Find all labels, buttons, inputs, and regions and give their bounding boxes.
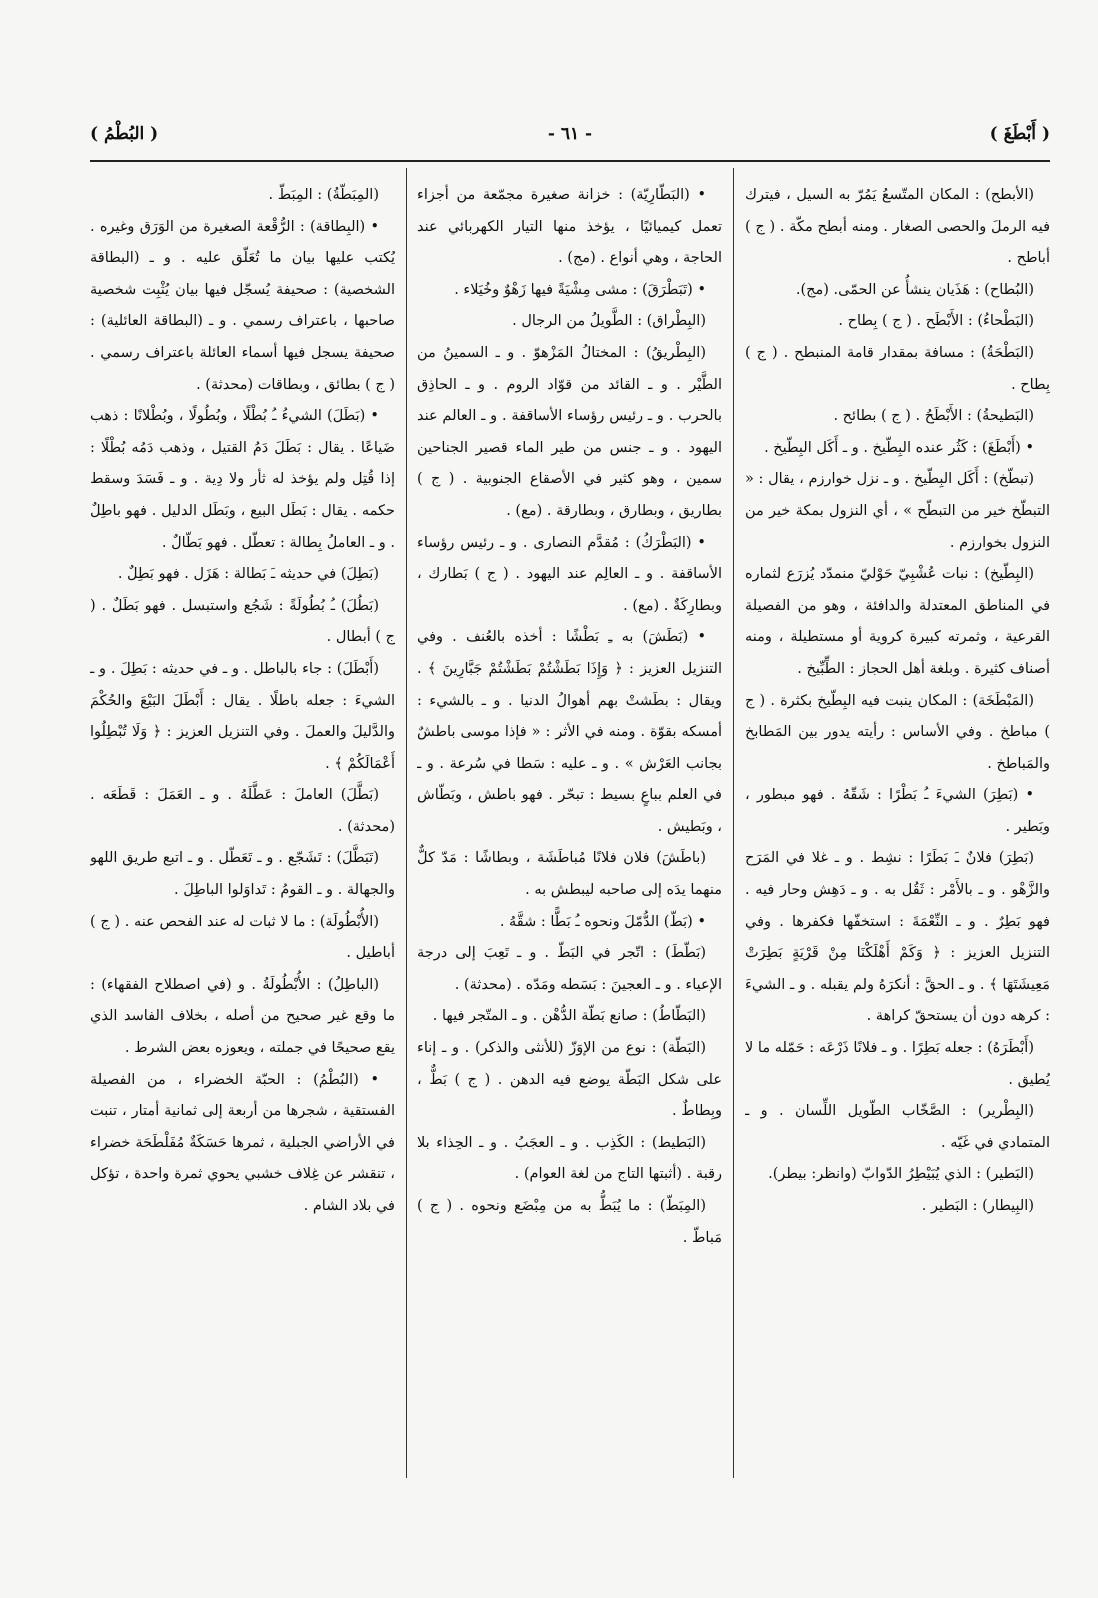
dictionary-entry: (بَطّطَ) : اتّجر في البَطّ . و ـ تَعِبَ إلى درجة الإعياء . و ـ العجينَ : بَسَطه ومَدّه . (محدثة) . [417, 945, 722, 993]
dictionary-entry: (الأُبْطُولَة) : ما لا ثبات له عند الفحص عنه . ( ج ) أباطيل . [90, 913, 395, 962]
dictionary-entry: (البَطْحاءُ) : الأَبْطَح . ( ج ) بِطاح . [838, 313, 1034, 330]
dictionary-entry: (البَطيحةُ) : الأَبْطَحُ . ( ج ) بطائح . [833, 408, 1034, 425]
dictionary-entry: (بَطُلَ) ـُ بُطُولَةً : شَجُع واستبسل . فهو بَطَلٌ . ( ج ) أبطال . [90, 597, 395, 646]
dictionary-entry: • (بَطَشَ) به ـِ بَطْشًا : أخذه بالعُنف . وفي التنزيل العزيز : ﴿ وَإِذَا بَطَشْتُمْ بَطَشْتُمْ جَبَّارِينَ ﴾ . ويقال : بطَشتْ بهم أهوالُ الدنيا . و ـ بالشيء : أمسكه بقوّة . ومنه في الأثر : « فإذا موسى باطشٌ بجانب العَرْش » . و ـ عليه : سَطا في سُرعة . و ـ في العلم بباعٍ بسيط : تبحّر . فهو باطش ، وبَطّاش ، وبَطيش . [417, 629, 722, 835]
dictionary-entry: • (البَطْرَكُ) : مُقدَّم النصارى . و ـ رئيس رؤساء الأساقفة . و ـ العالِم عند اليهود . ( ج ) بَطارك ، وبطارِكَةٌ . (مع) . [417, 534, 722, 614]
dictionary-entry: (البِطْراق) : الطَّويلُ من الرجال . [512, 313, 706, 330]
dictionary-entry: (المِبَطّ) : ما يُبَطُّ به من مِبْضَع ونحوه . ( ج ) مَباطّ . [417, 1198, 722, 1246]
dictionary-entry: (البَطّاطُ) : صانع بَطّة الدُّهْن . و ـ المتّجر فيها . [432, 1008, 706, 1025]
dictionary-entry: • (البَطّارِيّة) : خزانة صغيرة مجمّعة من أجزاء تعمل كيميائيًا ، يؤخذ منها التيار الكهربائي عند الحاجة ، وهي أنواع . (مج) . [417, 187, 722, 267]
dictionary-entry: (البِطْريقُ) : المختالُ المَزْهوّ . و ـ السمينُ من الطَّيْر . و ـ القائد من قوّاد الروم . و ـ الحاذِق بالحرب . و ـ رئيس رؤساء الأساقفة . و ـ العالم عند اليهود . و ـ جنس من طير الماء قصير الجناحين سمين ، وهو كثير في الأصقاع الجنوبية . ( ج ) بطاريق ، وبطارق ، وبطارقة . (مع) . [417, 344, 722, 519]
column-divider [406, 168, 407, 1478]
dictionary-entry: (البِيطار) : البَطير . [921, 1198, 1034, 1214]
dictionary-entry: • (بَطَلَ) الشيءُ ـُ بُطْلًا ، وبُطُولًا ، وبُطْلانًا : ذهب ضَياعًا . يقال : بَطَلَ دَمُ القتيل ، وذهب دَمُه بُطْلًا : إذا قُتِل ولم يؤخذ له ثأر ولا دِية . و ـ فَسَدَ وسقط حكمه . يقال : بَطَل البيع ، وبَطَل الدليل . فهو باطِلٌ . و ـ العاملُ بِطالة : تعطّل . فهو بَطّالٌ . [90, 408, 395, 551]
column-right [745, 180, 1050, 1470]
dictionary-entry: • (البِطاقة) : الرُّقْعة الصغيرة من الوَرَق وغيره . يُكتب عليها بيان ما تُعَلّق عليه . و ـ (البطاقة الشخصية) : صحيفة يُسجّل فيها بيان يُثْبِت شخصية صاحبها ، باعتراف رسمي . و ـ (البطاقة العائلية) : صحيفة يسجل فيها أسماء العائلة باعتراف رسمي . ( ج ) بطائق ، وبطاقات (محدثة) . [90, 218, 395, 393]
right-guide-word: ( أَبْطَغَ ) [989, 124, 1050, 144]
column-left [90, 180, 395, 1470]
dictionary-entry: (بَطِرَ) فلانٌ ـَ بَطَرًا : نشِط . و ـ غلا في المَرَح والزَّهْو . و ـ بالأَمْر : ثَقُل به . و ـ دَهِش وحار فيه . فهو بَطِرٌ . و ـ النِّعْمَةَ : استخفّها فكفرها . وفي التنزيل العزيز : ﴿ وَكَمْ أَهْلَكْنَا مِنْ قَرْيَةٍ بَطِرَتْ مَعِيشَتَهَا ﴾ . و ـ الحقَّ : أنكرَهُ ولم يقبله . و ـ الشيءَ : كرهه دون أن يستحقّ كراهة . [745, 850, 1050, 1025]
column-middle [417, 180, 722, 1470]
left-guide-word: ( البُطْمُ ) [90, 124, 159, 144]
dictionary-entry: (الأبطح) : المكان المتّسعُ يَمُرّ به السيل ، فيترك فيه الرملَ والحصى الصغار . ومنه أبطح مكّة . ( ج ) أباطح . [745, 187, 1050, 267]
page-header [90, 118, 1050, 158]
dictionary-entry: • (بَطّ) الدُّمّلَ ونحوه ـُ بَطًّا : شقَّهُ . [499, 913, 706, 930]
dictionary-entry: (البَطّة) : نوع من الإوَزّ (للأنثى والذكر) . و ـ إناء على شكل البَطّة يوضع فيه الدهن . ( ج ) بَطٌّ ، وبِطاطٌ . [417, 1040, 722, 1120]
dictionary-entry: (تَبَطَّلَ) : تَشَجّع . و ـ تَعَطّل . و ـ اتبع طريق اللهو والجهالة . و ـ القومُ : تَداوَلوا الباطِلَ . [90, 850, 395, 899]
dictionary-entry: (بَطِلَ) في حديثه ـَ بَطالة : هَزَل . فهو بَطِلٌ . [117, 566, 379, 583]
dictionary-entry: (البَطير) : الذي يُبَيْطِرُ الدّوابّ (وانظر: بيطر). [768, 1166, 1034, 1183]
page-number: - ٦١ - [547, 124, 593, 144]
dictionary-entry: (باطَشَ) فلان فلانًا مُباطَشَة ، وبطاشًا : مَدّ كلٌّ منهما يدَه إلى صاحبه ليبطش به . [417, 850, 722, 899]
dictionary-entry: (البُطاح) : هَذَيان ينشأُ عن الحمّى. (مج). [795, 281, 1034, 298]
dictionary-entry: (البِطْرير) : الصَّخّاب الطّويل اللِّسان . و ـ المتمادي في غَيّه . [745, 1103, 1050, 1151]
dictionary-entry: (المَبْطَخَة) : المكان ينبت فيه البِطّيخ بكثرة . ( ج ) مباطخ . وفي الأساس : رأيته يدور بين المَطابخ والمَباطخ . [745, 692, 1050, 772]
dictionary-entry: (البِطّيخ) : نبات عُشْبِيّ حَوْليّ منمدّد يُزرَع لثماره في المناطق المعتدلة والدافئة ، وهو من الفصيلة القرعية ، وثمرته كبيرة كروية أو مستطيلة ، ومنه أصناف كثيرة . وبلغة أهل الحجاز : الطِّبِّيخ . [745, 566, 1050, 677]
dictionary-entry: (البَطْحَةُ) : مسافة بمقدار قامة المنبطح . ( ج ) بِطاح . [745, 344, 1050, 393]
dictionary-entry: • (البُطْمُ) : الحبّة الخضراء ، من الفصيلة الفستقية ، شجرها من أربعة إلى ثمانية أمتار ، تنبت في الأراضي الجبلية ، ثمرها حَسَكَةٌ مُفَلْطَحَة خضراء ، تنقشر عن غِلاف خشبي يحوي ثمرة واحدة ، تؤكل في بلاد الشام . [90, 1071, 395, 1214]
dictionary-entry: (أَبْطَرَهُ) : جعله بَطِرًا . و ـ فلانًا ذَرْعَه : حَمّله ما لا يُطيق . [745, 1040, 1050, 1088]
header-rule [90, 160, 1050, 162]
dictionary-entry: • (بَطِرَ) الشيءَ ـُ بَطْرًا : شَقّهُ . فهو مبطور ، وبَطير . [745, 787, 1050, 835]
dictionary-entry: • (أَبْطَغَ) : كَثُر عنده البِطّيخ . و ـ أَكَل البِطّيخ . [764, 439, 1034, 456]
dictionary-entry: (تبطّخ) : أَكَل البِطّيخ . و ـ نزل خوارزم ، يقال : « التبطّخ خير من التبطّح » ، أي النزول بمكة خير من النزول بخوارزم . [745, 471, 1050, 551]
dictionary-entry: (بَطَّلَ) العاملَ : عَطَّلَهُ . و ـ العَمَلَ : قَطَعَه . (محدثة) . [90, 787, 395, 835]
dictionary-entry: (أَبْطَلَ) : جاء بالباطل . و ـ في حديثه : بَطِلَ . و ـ الشيءَ : جعله باطلًا . يقال : أَبْطَلَ البَيْعَ والحُكْمَ والدَّليلَ والعملَ . وفي التنزيل العزيز : ﴿ وَلَا تُبْطِلُوا أَعْمَالَكُمْ ﴾ . [90, 660, 395, 772]
column-divider [733, 168, 734, 1478]
dictionary-entry: • (تَبَطْرَقَ) : مشى مِشْيَةً فيها زَهْوٌ وخُيَلاء . [454, 281, 706, 298]
dictionary-entry: (الباطِلُ) : الأُبْطُولَةُ . و (في اصطلاح الفقهاء) : ما وقع غير صحيح من أصله ، بخلاف الفاسد الذي يقع صحيحًا في جملته ، ويعوزه بعض الشرط . [90, 976, 395, 1057]
dictionary-entry: (البَطيط) : الكَذِب . و ـ العجَبُ . و ـ الحِذاء بلا رقبة . (أثبتها التاج من لغة العوام) . [417, 1134, 722, 1183]
dictionary-entry: (المِبَطّةُ) : المِبَطّ . [268, 187, 379, 203]
dictionary-columns [90, 168, 1050, 1488]
